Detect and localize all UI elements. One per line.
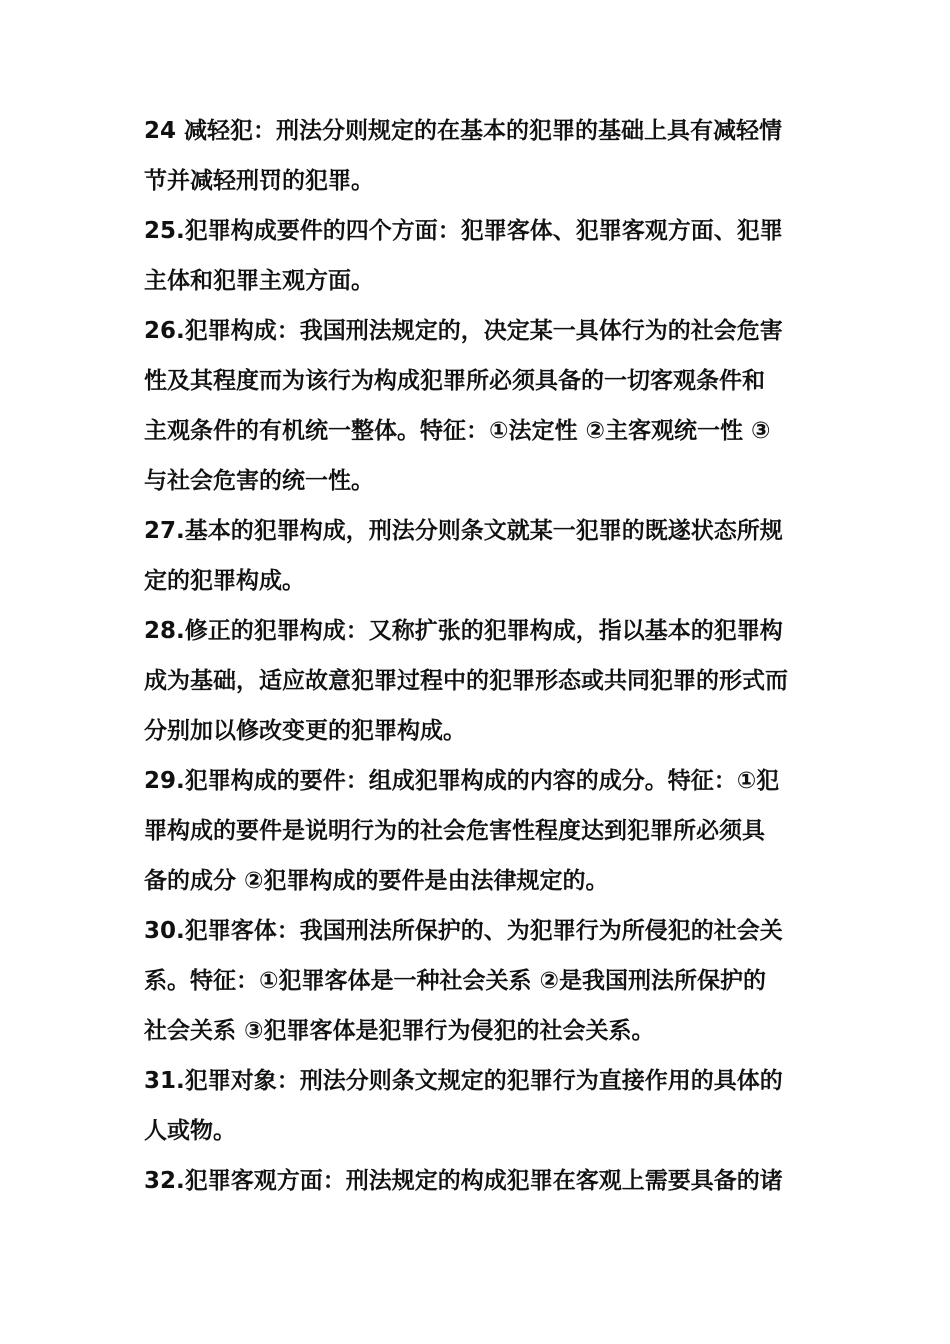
text-line: 节并减轻刑罚的犯罪。	[144, 168, 374, 194]
text-line: 26.犯罪构成：我国刑法规定的，决定某一具体行为的社会危害	[144, 318, 783, 344]
text-line: 性及其程度而为该行为构成犯罪所必须具备的一切客观条件和	[144, 368, 765, 394]
document-body	[144, 106, 810, 1206]
text-line: 定的犯罪构成。	[144, 568, 305, 594]
text-line: 30.犯罪客体：我国刑法所保护的、为犯罪行为所侵犯的社会关	[144, 918, 783, 944]
text-line: 主观条件的有机统一整体。特征：①法定性 ②主客观统一性 ③	[144, 418, 771, 444]
text-line: 成为基础，适应故意犯罪过程中的犯罪形态或共同犯罪的形式而	[144, 668, 788, 694]
text-line: 27.基本的犯罪构成，刑法分则条文就某一犯罪的既遂状态所规	[144, 518, 783, 544]
text-line: 分别加以修改变更的犯罪构成。	[144, 718, 466, 744]
text-line: 31.犯罪对象：刑法分则条文规定的犯罪行为直接作用的具体的	[144, 1068, 783, 1094]
text-line: 备的成分 ②犯罪构成的要件是由法律规定的。	[144, 868, 609, 894]
text-line: 28.修正的犯罪构成：又称扩张的犯罪构成，指以基本的犯罪构	[144, 618, 783, 644]
text-line: 人或物。	[144, 1118, 236, 1144]
text-line: 系。特征：①犯罪客体是一种社会关系 ②是我国刑法所保护的	[144, 968, 766, 994]
text-line: 与社会危害的统一性。	[144, 468, 374, 494]
text-line: 24 减轻犯：刑法分则规定的在基本的犯罪的基础上具有减轻情	[144, 118, 783, 144]
text-line: 29.犯罪构成的要件：组成犯罪构成的内容的成分。特征：①犯	[144, 768, 780, 794]
text-line: 主体和犯罪主观方面。	[144, 268, 374, 294]
text-line: 32.犯罪客观方面：刑法规定的构成犯罪在客观上需要具备的诸	[144, 1168, 783, 1194]
text-line: 罪构成的要件是说明行为的社会危害性程度达到犯罪所必须具	[144, 818, 765, 844]
text-line: 社会关系 ③犯罪客体是犯罪行为侵犯的社会关系。	[144, 1018, 655, 1044]
text-line: 25.犯罪构成要件的四个方面：犯罪客体、犯罪客观方面、犯罪	[144, 218, 783, 244]
